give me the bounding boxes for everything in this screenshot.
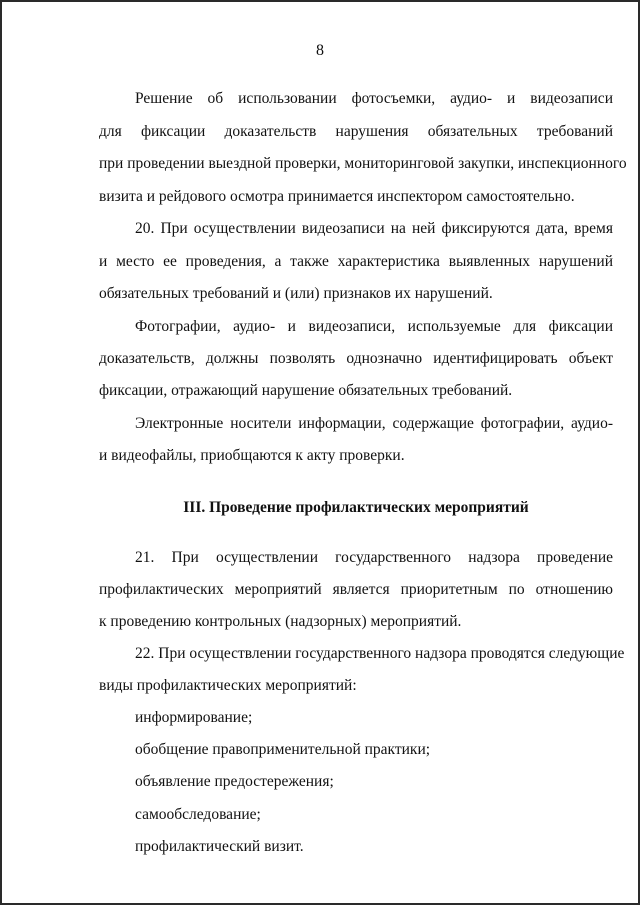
section-heading: III. Проведение профилактических мероприятий xyxy=(183,499,529,516)
paragraph-line: 21. При осуществлении государственного надзора проведение xyxy=(135,549,613,566)
paragraph-line: при проведении выездной проверки, мониторинговой закупки, инспекционного xyxy=(99,155,627,172)
paragraph-line: обязательных требований и (или) признаков их нарушений. xyxy=(99,285,493,302)
paragraph-line: профилактических мероприятий является приоритетным по отношению xyxy=(99,581,613,598)
paragraph-line: 22. При осуществлении государственного надзора проводятся следующие xyxy=(135,645,625,662)
list-item: информирование; xyxy=(135,709,253,726)
list-item: обобщение правоприменительной практики; xyxy=(135,741,431,758)
paragraph-line: фиксации, отражающий нарушение обязательных требований. xyxy=(99,382,513,399)
list-item: объявление предостережения; xyxy=(135,773,334,790)
paragraph-line: и видеофайлы, приобщаются к акту проверки. xyxy=(99,447,405,464)
paragraph-line: для фиксации доказательств нарушения обязательных требований xyxy=(99,123,613,140)
list-item: профилактический визит. xyxy=(135,838,304,855)
paragraph-line: визита и рейдового осмотра принимается инспектором самостоятельно. xyxy=(99,188,575,205)
paragraph-line: виды профилактических мероприятий: xyxy=(99,677,357,694)
paragraph-line: доказательств, должны позволять однозначно идентифицировать объект xyxy=(99,350,613,367)
list-item: самообследование; xyxy=(135,806,261,823)
paragraph-line: 20. При осуществлении видеозаписи на ней фиксируются дата, время xyxy=(135,220,613,237)
paragraph-line: и место ее проведения, а также характеристика выявленных нарушений xyxy=(99,253,613,270)
paragraph-line: Решение об использовании фотосъемки, аудио- и видеозаписи xyxy=(135,90,613,107)
paragraph-line: к проведению контрольных (надзорных) мероприятий. xyxy=(99,613,462,630)
page-number: 8 xyxy=(316,42,324,59)
paragraph-line: Электронные носители информации, содержащие фотографии, аудио- xyxy=(135,415,613,432)
paragraph-line: Фотографии, аудио- и видеозаписи, используемые для фиксации xyxy=(135,318,613,335)
